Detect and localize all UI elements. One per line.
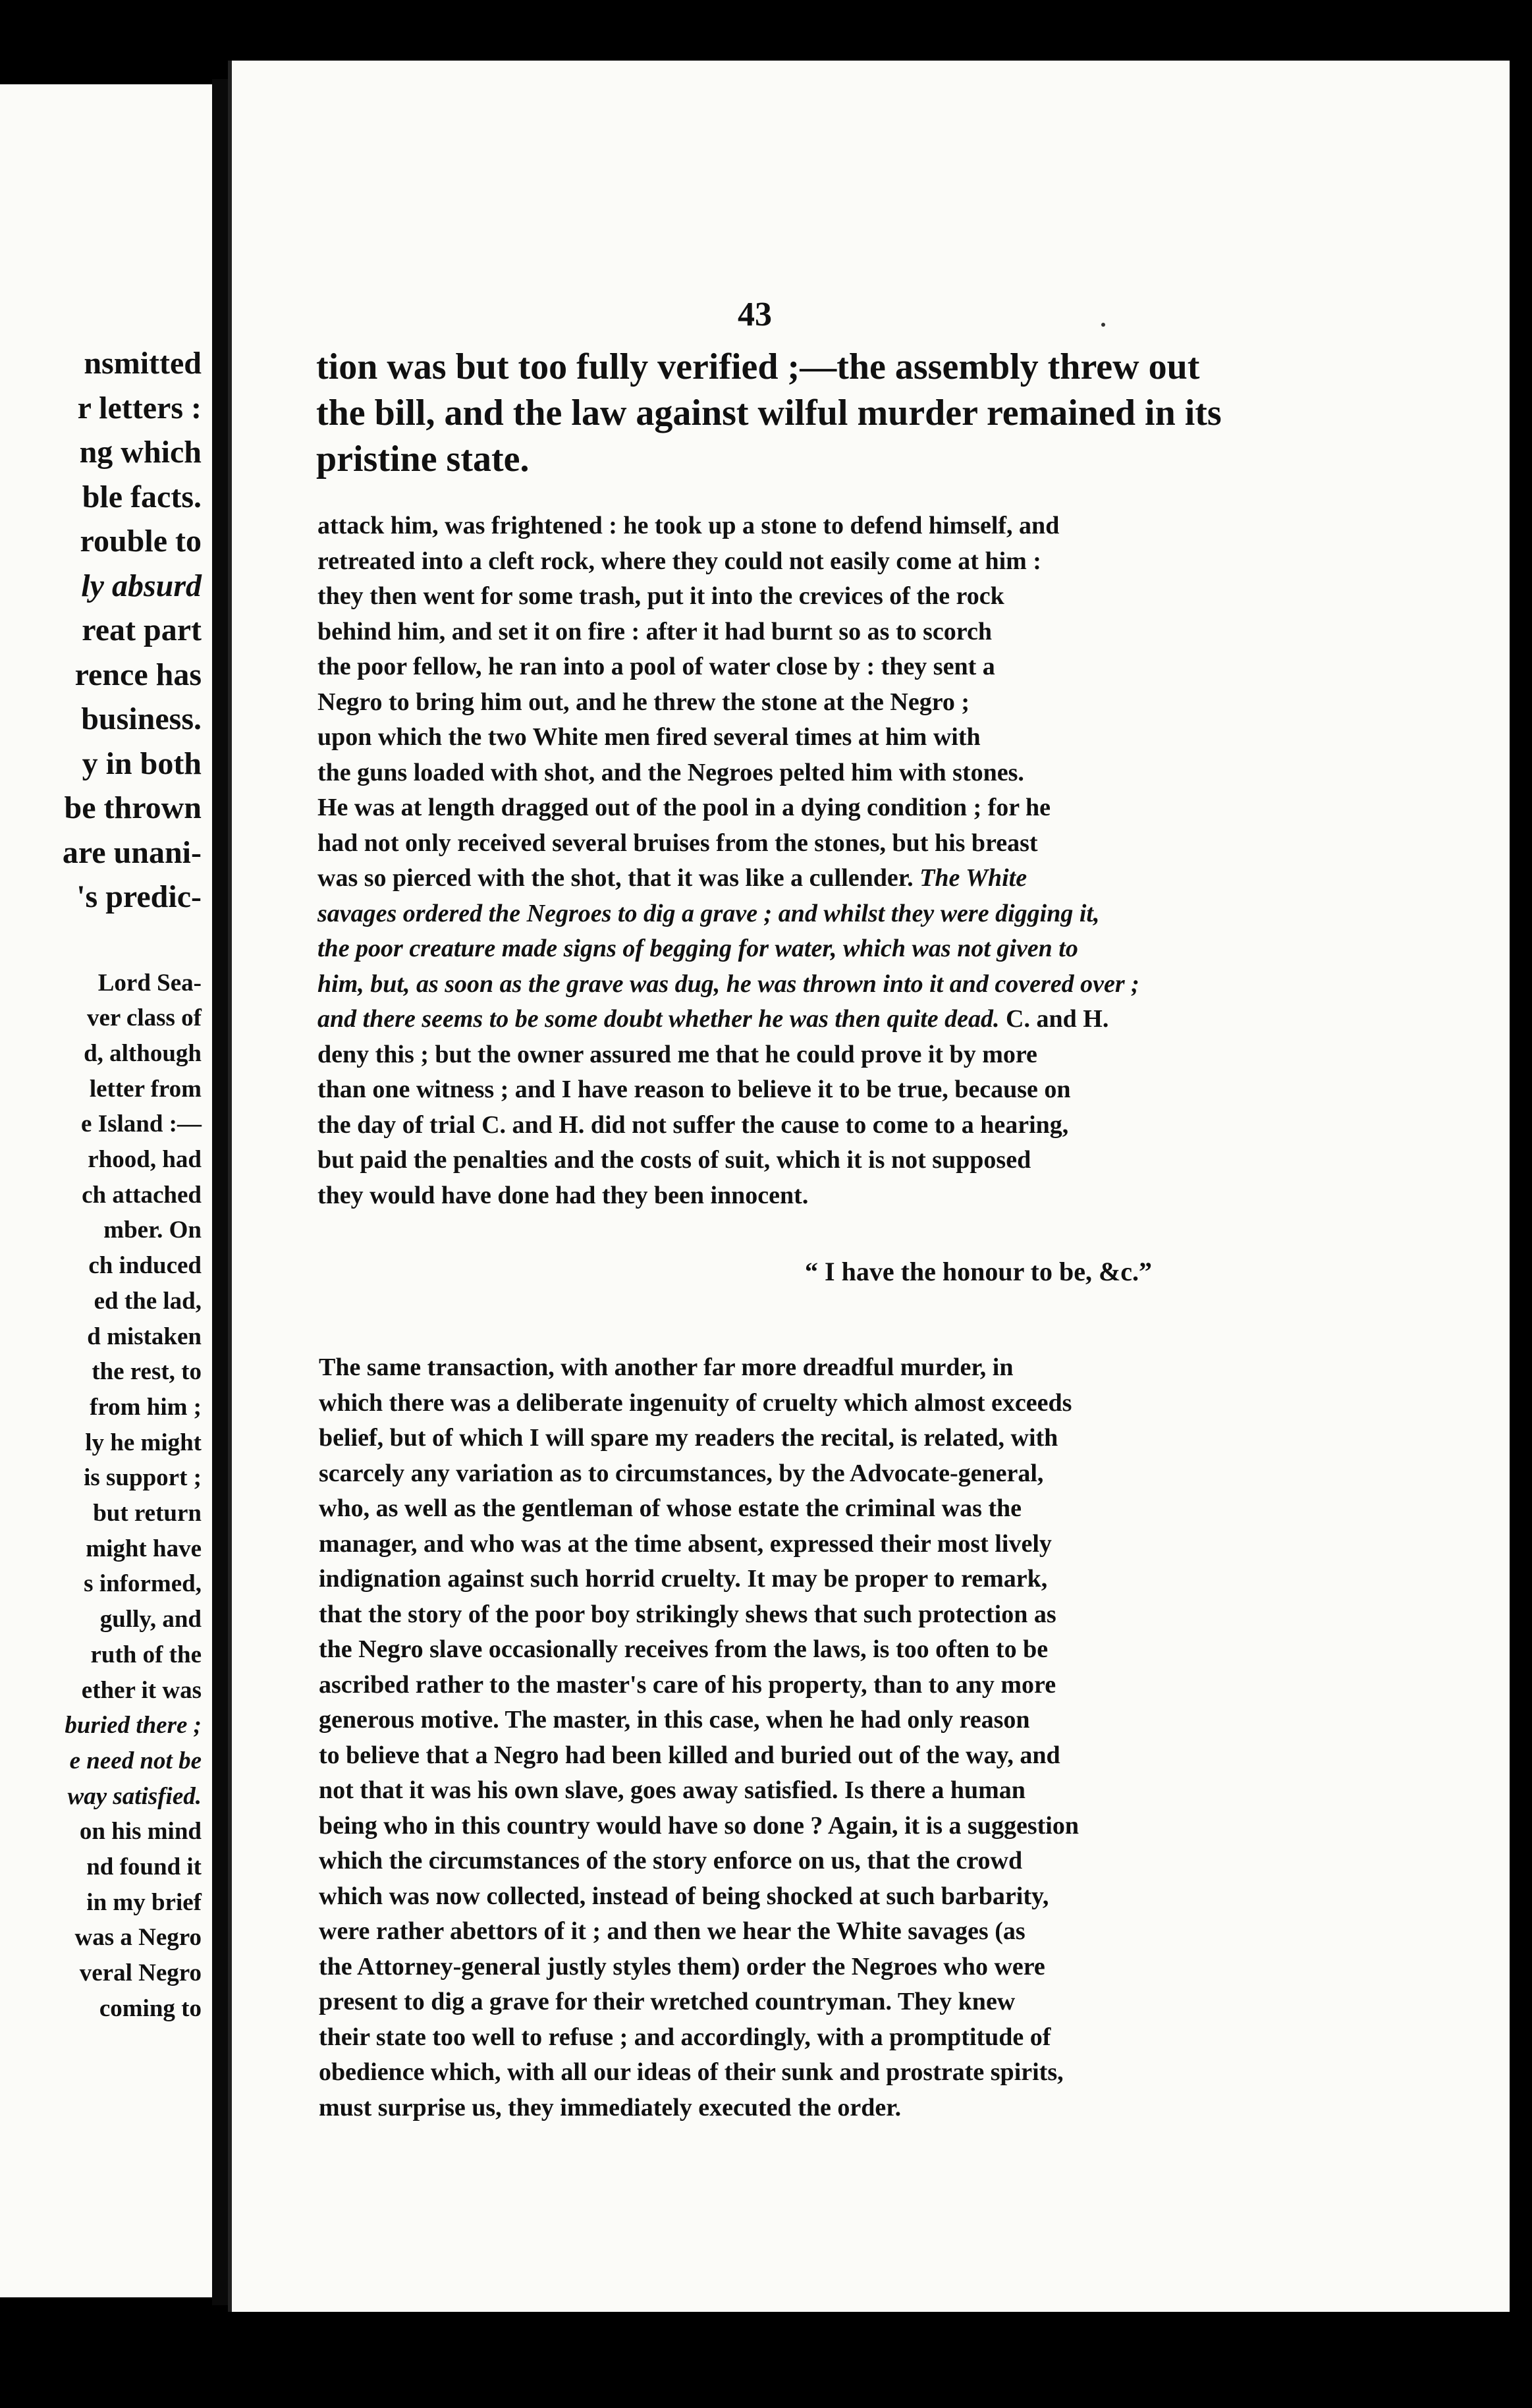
quote-italic-text: and there seems to be some doubt whether he was then quite dead. — [317, 1005, 1000, 1033]
left-gap — [63, 919, 202, 966]
page-number: 43 — [738, 296, 772, 333]
quote-line: the poor fellow, he ran into a pool of water close by : they sent a — [317, 653, 995, 680]
left-fragment-line: nd found it — [86, 1853, 202, 1881]
left-page-text — [63, 341, 202, 2027]
paragraph-line: being who in this country would have so done ? Again, it is a suggestion — [319, 1811, 1079, 1840]
paragraph-line: who, as well as the gentleman of whose estate the criminal was the — [319, 1494, 1022, 1522]
left-fragment-line: e need not be — [69, 1747, 202, 1774]
left-fragment-line: Lord Sea- — [97, 969, 202, 997]
quote-line: but paid the penalties and the costs of suit, which it is not supposed — [317, 1146, 1031, 1174]
paragraph-line: The same transaction, with another far more dreadful murder, in — [319, 1354, 1014, 1381]
paragraph-line: the Negro slave occasionally receives from the laws, is too often to be — [319, 1635, 1049, 1663]
left-fragment-line: in my brief — [86, 1888, 202, 1916]
letter-signoff: “ I have the honour to be, &c.” — [805, 1257, 1153, 1286]
quote-line: He was at length dragged out of the pool in a dying condition ; for he — [317, 794, 1051, 821]
paragraph-line: not that it was his own slave, goes away satisfied. Is there a human — [319, 1776, 1026, 1804]
left-fragment-line: coming to — [99, 1994, 202, 2022]
lead-line: the bill, and the law against wilful murder remained in its — [316, 393, 1222, 433]
paragraph-line: to believe that a Negro had been killed and buried out of the way, and — [319, 1741, 1060, 1769]
paragraph-line: their state too well to refuse ; and accordingly, with a promptitude of — [319, 2023, 1051, 2051]
quote-line: the guns loaded with shot, and the Negroes pelted him with stones. — [317, 758, 1024, 786]
quote-italic-line: savages ordered the Negroes to dig a grave ; and whilst they were digging it, — [317, 899, 1100, 927]
paragraph-line: which was now collected, instead of being shocked at such barbarity, — [319, 1882, 1049, 1910]
quote-line: Negro to bring him out, and he threw the stone at the Negro ; — [317, 688, 970, 716]
lead-paragraph — [316, 344, 1304, 482]
quote-line: retreated into a cleft rock, where they could not easily come at him : — [317, 547, 1041, 575]
left-fragment-line: ly he might — [85, 1429, 202, 1456]
paragraph-line: must surprise us, they immediately executed the order. — [319, 2093, 902, 2121]
quote-line: than one witness ; and I have reason to believe it to be true, because on — [317, 1076, 1071, 1103]
paragraph-line: which there was a deliberate ingenuity of cruelty which almost exceeds — [319, 1388, 1072, 1417]
left-fragment-line: veral Negro — [79, 1959, 202, 1987]
left-fragment-line: are unani- — [62, 835, 202, 870]
left-fragment-line: rence has — [74, 657, 202, 692]
quote-text: was so pierced with the shot, that it was like a cullender. — [317, 864, 920, 892]
left-fragment-line: ng which — [79, 435, 202, 470]
left-fragment-line: d, although — [84, 1039, 202, 1067]
quote-line: deny this ; but the owner assured me that he could prove it by more — [317, 1040, 1037, 1068]
left-fragment-line: 's predic- — [76, 879, 202, 914]
left-page-fragment — [0, 84, 212, 2297]
left-fragment-line: s informed, — [84, 1570, 202, 1598]
left-fragment-line: e Island :— — [81, 1110, 202, 1138]
quote-line: had not only received several bruises from the stones, but his breast — [317, 829, 1038, 857]
paragraph-line: manager, and who was at the time absent, expressed their most lively — [319, 1529, 1052, 1558]
quote-line: upon which the two White men fired several times at him with — [317, 723, 981, 751]
left-fragment-line: rhood, had — [88, 1146, 202, 1174]
left-fragment-line: letter from — [89, 1075, 202, 1103]
paragraph-line: the Attorney-general justly styles them) order the Negroes who were — [319, 1952, 1045, 1981]
left-fragment-line: was a Negro — [74, 1924, 202, 1952]
left-fragment-line: d mistaken — [87, 1323, 202, 1350]
left-fragment-line: business. — [81, 701, 202, 736]
left-fragment-line: y in both — [82, 746, 202, 781]
left-fragment-line: be thrown — [64, 790, 202, 825]
lead-line: pristine state. — [316, 439, 530, 479]
paragraph-line: present to dig a grave for their wretched countryman. They knew — [319, 1988, 1016, 2015]
quote-line — [317, 861, 1305, 896]
left-fragment-line: ch induced — [88, 1252, 202, 1280]
paragraph-line: ascribed rather to the master's care of his property, than to any more — [319, 1670, 1056, 1699]
body-paragraph — [319, 1350, 1307, 2125]
left-fragment-line: buried there ; — [65, 1712, 202, 1739]
left-fragment-line: reat part — [82, 613, 202, 647]
left-fragment-line: way satisfied. — [67, 1782, 202, 1810]
speck — [1101, 323, 1105, 327]
paragraph-line: scarcely any variation as to circumstances, by the Advocate-general, — [319, 1459, 1044, 1487]
quote-line: the day of trial C. and H. did not suffer the cause to come to a hearing, — [317, 1110, 1069, 1139]
quote-line: they then went for some trash, put it into the crevices of the rock — [317, 582, 1004, 610]
left-fragment-line: but return — [93, 1500, 202, 1527]
quote-block-a — [317, 508, 1305, 861]
paragraph-line: that the story of the poor boy strikingly shews that such protection as — [319, 1600, 1056, 1628]
paragraph-line: generous motive. The master, in this case, when he had only reason — [319, 1706, 1030, 1734]
paragraph-line: belief, but of which I will spare my readers the recital, is related, with — [319, 1424, 1058, 1452]
quote-block-b — [317, 1037, 1305, 1214]
quote-italic-line: the poor creature made signs of begging for water, which was not given to — [317, 935, 1078, 962]
left-fragment-line: rouble to — [80, 524, 202, 559]
left-fragment-line: gully, and — [99, 1606, 202, 1633]
left-fragment-line: on his mind — [79, 1818, 202, 1846]
left-fragment-line: the rest, to — [92, 1358, 202, 1386]
quote-line: behind him, and set it on fire : after it had burnt so as to scorch — [317, 617, 992, 645]
quoted-letter — [317, 508, 1305, 1213]
left-fragment-line: from him ; — [90, 1393, 202, 1421]
quote-line — [317, 1002, 1305, 1037]
left-fragment-line: mber. On — [103, 1217, 202, 1244]
quote-line: attack him, was frightened : he took up a stone to defend himself, and — [317, 512, 1060, 539]
paragraph-line: which the circumstances of the story enforce on us, that the crowd — [319, 1847, 1023, 1874]
lead-line: tion was but too fully verified ;—the assembly threw out — [316, 346, 1200, 387]
quote-italic-text: The White — [919, 864, 1027, 892]
left-fragment-line: ether it was — [81, 1676, 202, 1704]
left-fragment-line: ch attached — [82, 1181, 202, 1209]
left-fragment-line: r letters : — [77, 390, 202, 425]
left-fragment-line: is support ; — [84, 1464, 202, 1492]
left-fragment-line: ver class of — [87, 1004, 202, 1032]
paragraph-line: indignation against such horrid cruelty. It may be proper to remark, — [319, 1565, 1048, 1593]
quote-italic-block — [317, 896, 1305, 1002]
paragraph-line: were rather abettors of it ; and then we hear the White savages (as — [319, 1917, 1026, 1945]
left-fragment-line: might have — [86, 1535, 202, 1562]
quote-italic-line: him, but, as soon as the grave was dug, he was thrown into it and covered over ; — [317, 970, 1139, 998]
right-page — [228, 61, 1510, 2312]
quote-text: C. and H. — [999, 1005, 1109, 1033]
book-gutter — [212, 79, 228, 2305]
paragraph-line: obedience which, with all our ideas of their sunk and prostrate spirits, — [319, 2058, 1064, 2086]
left-fragment-line: nsmitted — [84, 346, 202, 381]
quote-line: they would have done had they been innocent. — [317, 1181, 809, 1209]
left-fragment-line: ble facts. — [82, 479, 202, 514]
left-fragment-line: ed the lad, — [94, 1287, 202, 1315]
left-fragment-line: ly absurd — [81, 568, 202, 603]
left-fragment-line: ruth of the — [90, 1641, 202, 1668]
